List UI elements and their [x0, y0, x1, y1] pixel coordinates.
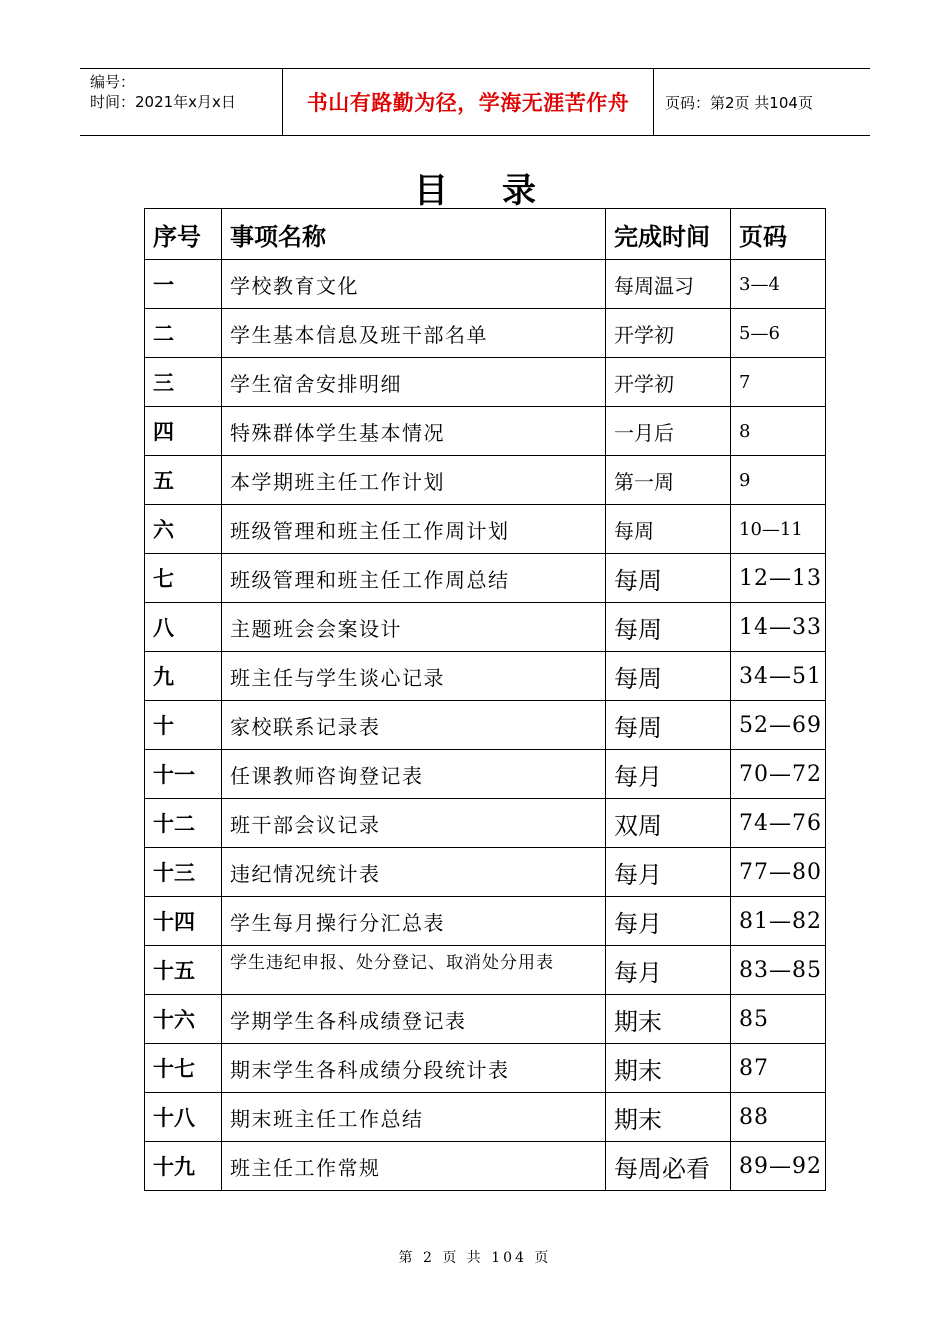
- row-time: 每周: [606, 652, 731, 701]
- row-item-name: 学期学生各科成绩登记表: [222, 995, 606, 1044]
- row-time: 每月: [606, 750, 731, 799]
- row-pages: 77—80: [731, 848, 826, 897]
- row-number: 十三: [145, 848, 222, 897]
- table-row: [145, 1093, 826, 1142]
- table-row: [145, 407, 826, 456]
- row-pages: 87: [731, 1044, 826, 1093]
- header-page-info: 页码：第2页 共104页: [665, 93, 813, 112]
- row-number: 十二: [145, 799, 222, 848]
- row-item-name: 学生每月操行分汇总表: [222, 897, 606, 946]
- table-row: [145, 848, 826, 897]
- header-meta: [90, 72, 236, 112]
- table-row: [145, 603, 826, 652]
- row-time: 每月: [606, 848, 731, 897]
- table-row: [145, 652, 826, 701]
- row-item-name: 任课教师咨询登记表: [222, 750, 606, 799]
- row-time: 第一周: [606, 456, 731, 505]
- table-row: [145, 897, 826, 946]
- row-item-name: 学校教育文化: [222, 260, 606, 309]
- row-number: 六: [145, 505, 222, 554]
- row-number: 十六: [145, 995, 222, 1044]
- row-pages: 34—51: [731, 652, 826, 701]
- header-date: 时间：2021年x月x日: [90, 93, 236, 111]
- row-time: 每周温习: [606, 260, 731, 309]
- row-number: 十一: [145, 750, 222, 799]
- row-pages: 70—72: [731, 750, 826, 799]
- page-title: 目录: [414, 171, 590, 211]
- row-item-name: 班主任工作常规: [222, 1142, 606, 1191]
- row-item-name: 班级管理和班主任工作周计划: [222, 505, 606, 554]
- page-footer: 第 2 页 共 104 页: [398, 1250, 552, 1266]
- table-row: [145, 1044, 826, 1093]
- row-number: 七: [145, 554, 222, 603]
- row-pages: 14—33: [731, 603, 826, 652]
- row-number: 八: [145, 603, 222, 652]
- row-item-name: 学生基本信息及班干部名单: [222, 309, 606, 358]
- row-pages: 85: [731, 995, 826, 1044]
- row-item-name: 班主任与学生谈心记录: [222, 652, 606, 701]
- row-time: 每月: [606, 897, 731, 946]
- row-time: 每月: [606, 946, 731, 995]
- page-header: [80, 68, 870, 136]
- row-number: 九: [145, 652, 222, 701]
- table-row: [145, 1142, 826, 1191]
- row-item-name: 主题班会会案设计: [222, 603, 606, 652]
- column-header-pages: 页码: [731, 209, 826, 260]
- header-motto-box: [282, 69, 654, 135]
- toc-table: [144, 208, 826, 1191]
- row-time: 双周: [606, 799, 731, 848]
- header-motto: 书山有路勤为径，学海无涯苦作舟: [306, 91, 630, 115]
- row-time: 期末: [606, 995, 731, 1044]
- row-time: 每周必看: [606, 1142, 731, 1191]
- row-pages: 3—4: [731, 260, 826, 309]
- row-item-name: 期末班主任工作总结: [222, 1093, 606, 1142]
- row-time: 期末: [606, 1044, 731, 1093]
- column-header-name: 事项名称: [222, 209, 606, 260]
- row-pages: 52—69: [731, 701, 826, 750]
- row-item-name: 违纪情况统计表: [222, 848, 606, 897]
- row-number: 十九: [145, 1142, 222, 1191]
- row-pages: 83—85: [731, 946, 826, 995]
- row-number: 五: [145, 456, 222, 505]
- header-code: 编号：: [90, 73, 136, 91]
- row-time: 开学初: [606, 358, 731, 407]
- table-row: [145, 750, 826, 799]
- row-number: 十五: [145, 946, 222, 995]
- row-item-name: 本学期班主任工作计划: [222, 456, 606, 505]
- row-item-name: 班级管理和班主任工作周总结: [222, 554, 606, 603]
- row-item-name: 家校联系记录表: [222, 701, 606, 750]
- row-pages: 5—6: [731, 309, 826, 358]
- row-item-name: 学生宿舍安排明细: [222, 358, 606, 407]
- row-item-name: 学生违纪申报、处分登记、取消处分用表: [222, 946, 606, 995]
- row-item-name: 期末学生各科成绩分段统计表: [222, 1044, 606, 1093]
- row-pages: 7: [731, 358, 826, 407]
- column-header-time: 完成时间: [606, 209, 731, 260]
- row-pages: 9: [731, 456, 826, 505]
- column-header-no: 序号: [145, 209, 222, 260]
- table-header-row: [145, 209, 826, 260]
- table-row: [145, 554, 826, 603]
- row-number: 四: [145, 407, 222, 456]
- row-number: 十四: [145, 897, 222, 946]
- row-number: 十: [145, 701, 222, 750]
- row-item-name: 特殊群体学生基本情况: [222, 407, 606, 456]
- table-row: [145, 701, 826, 750]
- row-number: 二: [145, 309, 222, 358]
- table-row: [145, 309, 826, 358]
- row-time: 开学初: [606, 309, 731, 358]
- table-row: [145, 505, 826, 554]
- row-pages: 89—92: [731, 1142, 826, 1191]
- table-row: [145, 456, 826, 505]
- table-row: [145, 260, 826, 309]
- row-time: 一月后: [606, 407, 731, 456]
- row-number: 一: [145, 260, 222, 309]
- row-pages: 12—13: [731, 554, 826, 603]
- row-pages: 88: [731, 1093, 826, 1142]
- table-row: [145, 946, 826, 995]
- row-time: 每周: [606, 701, 731, 750]
- table-row: [145, 799, 826, 848]
- row-pages: 8: [731, 407, 826, 456]
- row-number: 十七: [145, 1044, 222, 1093]
- table-row: [145, 995, 826, 1044]
- row-pages: 81—82: [731, 897, 826, 946]
- row-time: 期末: [606, 1093, 731, 1142]
- row-time: 每周: [606, 603, 731, 652]
- row-pages: 10—11: [731, 505, 826, 554]
- row-number: 三: [145, 358, 222, 407]
- row-item-name: 班干部会议记录: [222, 799, 606, 848]
- row-time: 每周: [606, 505, 731, 554]
- row-number: 十八: [145, 1093, 222, 1142]
- row-pages: 74—76: [731, 799, 826, 848]
- row-time: 每周: [606, 554, 731, 603]
- table-row: [145, 358, 826, 407]
